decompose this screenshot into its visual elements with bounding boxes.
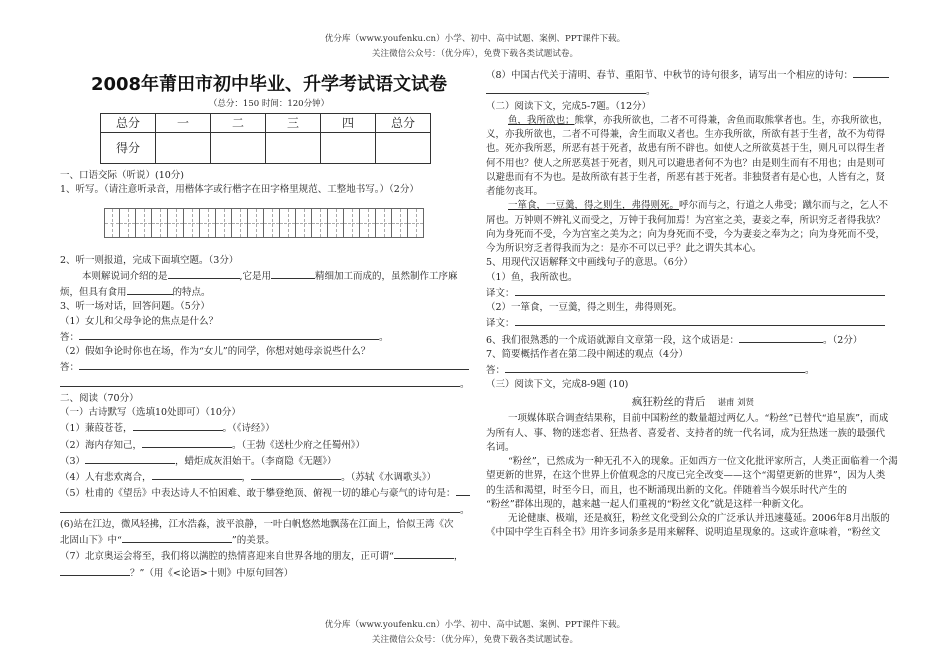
score-header: 总分 xyxy=(376,114,431,133)
right-column xyxy=(486,67,900,541)
answer-line: 。 xyxy=(486,83,900,99)
left-column xyxy=(60,67,478,581)
passage-line: 者能勿丧耳。 xyxy=(486,186,544,197)
article-line: 一项媒体联合调查结果称，目前中国粉丝的数量超过两亿人。“粉丝”已替代“追星族”，而成 xyxy=(508,413,889,425)
question-7: 7、简要概括作者在第二段中阐述的观点（4分） xyxy=(486,348,689,360)
question-5-2: （2）一箪食，一豆羹，得之则生，弗得则死。 xyxy=(486,302,683,313)
answer-blank[interactable] xyxy=(394,548,454,559)
score-row-label: 得分 xyxy=(101,133,156,164)
answer-blank[interactable] xyxy=(515,315,885,326)
score-header: 一 xyxy=(156,114,211,133)
passage-line: 何不用也？使人之所恶莫甚于死者，则凡可以避患者何不为也？由是则生而有不用也；由是则可 xyxy=(486,157,886,169)
subsection-heading: （三）阅读下文，完成8-9题 (10) xyxy=(486,379,629,391)
score-header: 二 xyxy=(211,114,266,133)
poem-item: （7）北京奥运会将至，我们将以满腔的热情喜迎来自世界各地的朋友，正可谓“ ， xyxy=(60,548,478,564)
article-line: 名词。 xyxy=(486,441,515,453)
answer-blank[interactable] xyxy=(60,565,130,576)
answer-line: 。 xyxy=(60,376,478,392)
subsection-heading: （一）古诗默写（选填10处即可）（10分） xyxy=(60,407,241,418)
score-table xyxy=(100,113,431,164)
answer-line: 答： xyxy=(60,359,478,375)
answer-blank[interactable] xyxy=(85,453,175,464)
subsection-heading: （二）阅读下文，完成5-7题。（12分） xyxy=(486,100,652,112)
question-3-2: （2）假如争论时你也在场，作为“女儿”的同学，你想对她母亲说些什么？ xyxy=(60,346,371,357)
section-2-heading: 二、阅读（70分） xyxy=(60,392,139,404)
article-line: 的生活和渴望，时至今日，而且，也不断涌现出新的文化。伴随着当今娱乐时代产生的 xyxy=(486,484,848,496)
page-header xyxy=(0,32,950,62)
question-2-text-cont: 烦，但具有食用 的特点。 xyxy=(60,284,478,300)
poem-item: （2）海内存知己， 。（王勃《送杜少府之任蜀州》） xyxy=(60,437,478,453)
score-cell[interactable] xyxy=(211,133,266,164)
answer-blank[interactable] xyxy=(168,268,240,279)
article-line: 为所有人、事、物的迷恋者、狂热者、喜爱者、支持者的统一代名词，成为狂热迷一族的最强代 xyxy=(486,427,886,439)
tianzige-grid[interactable] xyxy=(104,208,478,238)
score-header: 四 xyxy=(321,114,376,133)
translation-line: 译文： xyxy=(486,285,900,301)
header-line-2: 关注微信公众号：（优分库），免费下载各类试题试卷。 xyxy=(371,49,579,59)
answer-line: 答： 。 xyxy=(60,329,478,345)
passage-line: 一箪食，一豆羹，得之则生，弗得则死。呼尔而与之，行道之人弗受；蹴尔而与之，乞人不 xyxy=(508,200,889,212)
score-cell[interactable] xyxy=(266,133,321,164)
passage-line: 今为所识穷乏者得我而为之：是亦不可以已乎？此之谓失其本心。 xyxy=(486,243,762,254)
poem-item-cont: ？”（用《<论语>十则》中原句回答） xyxy=(60,565,478,581)
answer-blank[interactable] xyxy=(853,67,889,78)
question-1: 1、听写。（请注意听录音，用楷体字或行楷字在田字格里规范、工整地书写。）（2分） xyxy=(60,184,419,196)
answer-line: 答： 。 xyxy=(486,362,900,378)
answer-blank[interactable] xyxy=(142,437,232,448)
article-line: “粉丝”，已然成为一种无孔不入的现象。正如西方一位文化批评家所言，人类正面临着一个渴 xyxy=(508,456,898,467)
header-line-1: 优分库（www.youfenku.cn）小学、初中、高中试题、案例、PPT课件下载。 xyxy=(324,34,626,44)
score-cell[interactable] xyxy=(321,133,376,164)
answer-blank[interactable] xyxy=(456,485,470,496)
answer-blank[interactable] xyxy=(505,362,805,373)
answer-blank[interactable] xyxy=(515,285,885,296)
answer-blank[interactable] xyxy=(486,83,646,94)
page-footer xyxy=(0,618,950,648)
question-6: 6、我们很熟悉的一个成语就源自文章第一段，这个成语是： 。（2分） xyxy=(486,332,900,348)
poem-item: （5）杜甫的《望岳》中表达诗人不怕困难、敢于攀登绝顶、俯视一切的雄心与豪气的诗句是： xyxy=(60,485,478,501)
answer-blank[interactable] xyxy=(127,284,173,295)
article-line: 《中国中学生百科全书》用许多词条多是用来解释、说明追星现象的。这或许意味着，“粉丝文 xyxy=(486,527,881,539)
poem-item: (6)站在江边，微风轻拂，江水浩淼，波平浪静，一叶白帆悠然地飘荡在江面上，恰似王湾《次 xyxy=(60,518,454,530)
score-header: 三 xyxy=(266,114,321,133)
poem-item: （8）中国古代关于清明、春节、重阳节、中秋节的诗句很多，请写出一个相应的诗句： xyxy=(486,67,900,83)
poem-item: （1）蒹葭苍苍， 。（《诗经》） xyxy=(60,420,478,436)
article-title: 疯狂粉丝的背后 谌甫 刘贤 xyxy=(631,395,755,408)
footer-line-2: 关注微信公众号：（优分库），免费下载各类试题试卷。 xyxy=(371,635,579,645)
score-cell[interactable] xyxy=(156,133,211,164)
translation-line: 译文： xyxy=(486,315,900,331)
answer-blank[interactable] xyxy=(60,502,460,513)
answer-blank[interactable] xyxy=(79,329,379,340)
question-2-text: 本则解说词介绍的是 ,它是用 精细加工而成的，虽然制作工序麻 xyxy=(60,268,478,284)
question-5-1: （1）鱼，我所欲也。 xyxy=(486,271,578,283)
answer-line: 。 xyxy=(60,502,478,518)
question-5: 5、用现代汉语解释文中画线句子的意思。（6分） xyxy=(486,257,693,269)
answer-blank[interactable] xyxy=(79,359,469,370)
passage-line: 义，亦我所欲也，二者不可得兼，舍生而取义者也。生亦我所欲，所欲有甚于生者，故不为苟得 xyxy=(486,129,886,140)
passage-line: 鱼，我所欲也；熊掌，亦我所欲也，二者不可得兼，舍鱼而取熊掌者也。生，亦我所欲也， xyxy=(508,114,889,126)
footer-line-1: 优分库（www.youfenku.cn）小学、初中、高中试题、案例、PPT课件下载。 xyxy=(324,620,626,630)
poem-item: （3） ，蜡炬成灰泪始干。（李商隐《无题》） xyxy=(60,453,478,469)
exam-title: 2008年莆田市初中毕业、升学考试语文试卷 xyxy=(90,74,448,95)
answer-blank[interactable] xyxy=(60,376,460,387)
answer-blank[interactable] xyxy=(122,532,232,543)
passage-line: 屑也。万钟则不辨礼义而受之，万钟于我何加焉！为宫室之美，妻妾之奉，所识穷乏者得我欤？ xyxy=(486,214,886,226)
section-1-heading: 一、口语交际（听说）(10分) xyxy=(60,170,185,181)
poem-item: （4）人有悲欢离合， ， 。（苏轼《水调歌头》） xyxy=(60,469,478,485)
question-3: 3、听一场对话，回答问题。（5分） xyxy=(60,301,210,313)
passage-line: 向为身死而不受，今为宫室之美为之；向为身死而不受，今为妻妾之奉为之；向为身死而不受， xyxy=(486,228,886,240)
question-3-1: （1）女儿和父母争论的焦点是什么？ xyxy=(60,315,219,327)
article-line: 无论健康、极端，还是疯狂，粉丝文化受到公众的广泛承认并迅速蔓延。2006年8月出版的 xyxy=(508,513,890,524)
question-2: 2、听一则报道，完成下面填空题。（3分） xyxy=(60,254,239,266)
answer-blank[interactable] xyxy=(251,469,341,480)
poem-item-cont: 北固山下》中“ ”的美景。 xyxy=(60,532,478,548)
answer-blank[interactable] xyxy=(152,469,242,480)
answer-blank[interactable] xyxy=(739,332,823,343)
score-cell[interactable] xyxy=(376,133,431,164)
exam-subtitle: （总分：150 时间：120分钟） xyxy=(208,99,330,109)
passage-line: 以避患而有不为也。是故所欲有甚于生者，所恶有甚于死者。非独贤者有是心也，人皆有之，贤 xyxy=(486,171,886,183)
score-header: 总分 xyxy=(101,114,156,133)
passage-line: 也。死亦我所恶，所恶有甚于死者，故患有所不辟也。如使人之所欲莫甚于生，则凡可以得生者 xyxy=(486,143,886,155)
answer-blank[interactable] xyxy=(133,420,223,431)
article-line: 望更新的世界，在这个世界上价值观念的尺度已完全改变——这个“渴望更新的世界”，因为人类 xyxy=(486,470,886,482)
article-line: “粉丝”群体出现的，越来越一起人们重视的“粉丝文化”就是这样一种新文化。 xyxy=(486,498,810,510)
answer-blank[interactable] xyxy=(271,268,315,279)
